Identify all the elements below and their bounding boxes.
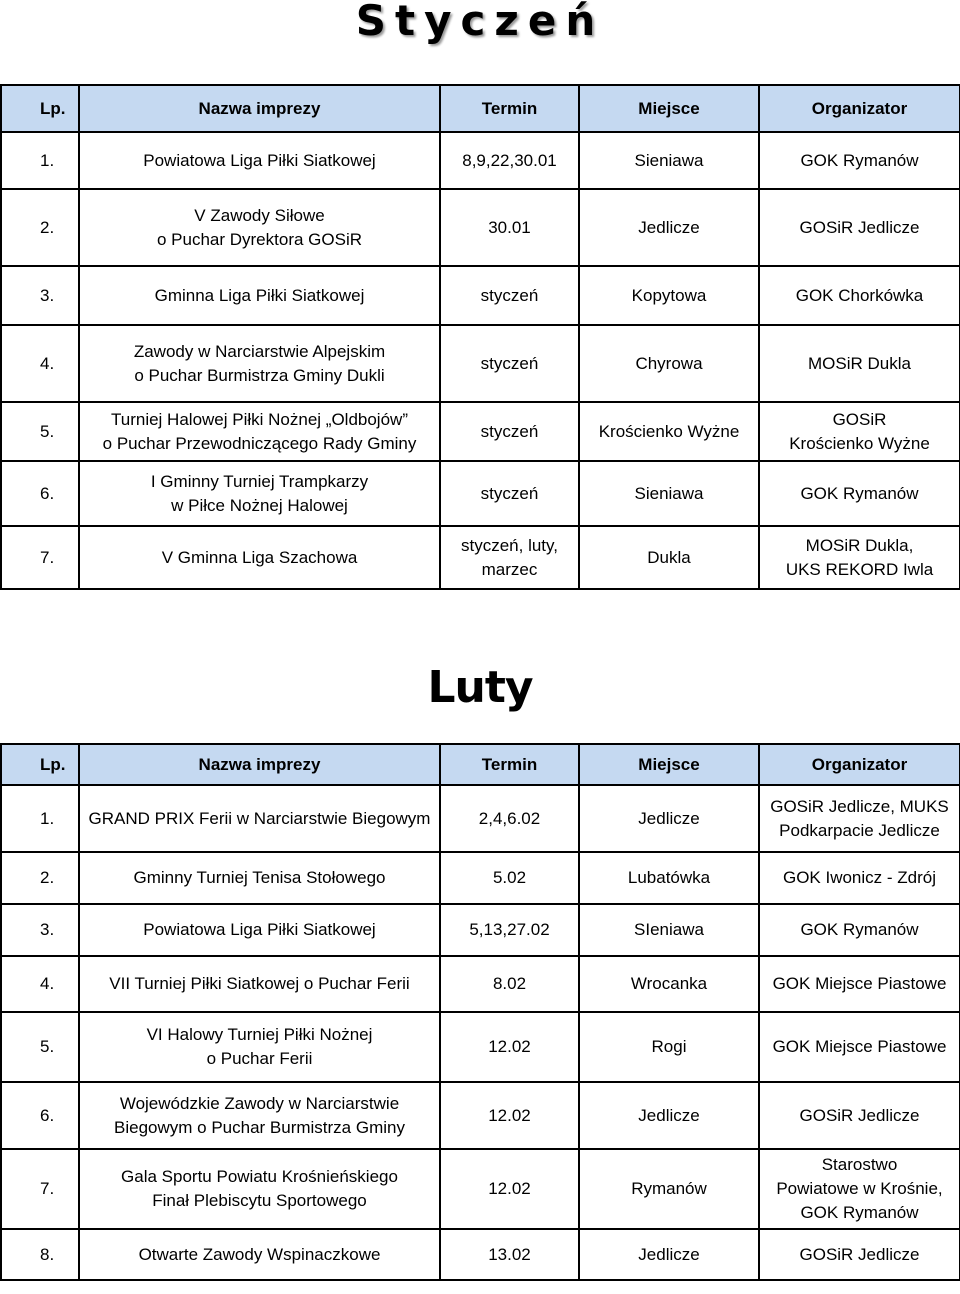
table-row bbox=[1, 461, 960, 526]
cell-miejsce: Rogi bbox=[579, 1012, 759, 1082]
table-row bbox=[1, 956, 960, 1012]
cell-name: V Gminna Liga Szachowa bbox=[79, 526, 440, 589]
column-header-termin: Termin bbox=[440, 85, 579, 132]
table-row bbox=[1, 904, 960, 956]
table-row bbox=[1, 1012, 960, 1082]
cell-termin: 8.02 bbox=[440, 956, 579, 1012]
cell-miejsce: Sieniawa bbox=[579, 132, 759, 189]
cell-miejsce: Kopytowa bbox=[579, 266, 759, 325]
table-row bbox=[1, 1082, 960, 1149]
cell-miejsce: Krościenko Wyżne bbox=[579, 402, 759, 461]
cell-termin: styczeń bbox=[440, 325, 579, 402]
cell-organizator: GOSiR Jedlicze bbox=[759, 1229, 960, 1280]
cell-name: Gminna Liga Piłki Siatkowej bbox=[79, 266, 440, 325]
cell-organizator: GOK Iwonicz - Zdrój bbox=[759, 852, 960, 904]
cell-name: Powiatowa Liga Piłki Siatkowej bbox=[79, 904, 440, 956]
cell-lp: 6. bbox=[1, 1082, 79, 1149]
cell-name: VII Turniej Piłki Siatkowej o Puchar Ferii bbox=[79, 956, 440, 1012]
table-row bbox=[1, 852, 960, 904]
cell-name: Wojewódzkie Zawody w Narciarstwie Biegowym o Puchar Burmistrza Gminy bbox=[79, 1082, 440, 1149]
column-header-termin: Termin bbox=[440, 744, 579, 785]
events-table-body bbox=[1, 744, 960, 1280]
cell-organizator: GOSiR Krościenko Wyżne bbox=[759, 402, 960, 461]
cell-organizator: GOK Miejsce Piastowe bbox=[759, 956, 960, 1012]
cell-name: V Zawody Siłowe o Puchar Dyrektora GOSiR bbox=[79, 189, 440, 266]
cell-lp: 3. bbox=[1, 266, 79, 325]
table-row bbox=[1, 785, 960, 852]
events-table-styczen bbox=[0, 84, 960, 590]
column-header-lp: Lp. bbox=[1, 85, 79, 132]
cell-miejsce: SIeniawa bbox=[579, 904, 759, 956]
cell-lp: 1. bbox=[1, 785, 79, 852]
cell-organizator: GOK Rymanów bbox=[759, 904, 960, 956]
cell-name: VI Halowy Turniej Piłki Nożnej o Puchar Ferii bbox=[79, 1012, 440, 1082]
column-header-organizator: Organizator bbox=[759, 85, 960, 132]
cell-name: I Gminny Turniej Trampkarzy w Piłce Nożnej Halowej bbox=[79, 461, 440, 526]
cell-miejsce: Jedlicze bbox=[579, 1082, 759, 1149]
cell-organizator: GOK Rymanów bbox=[759, 461, 960, 526]
column-header-name: Nazwa imprezy bbox=[79, 744, 440, 785]
cell-name: Zawody w Narciarstwie Alpejskim o Puchar Burmistrza Gminy Dukli bbox=[79, 325, 440, 402]
cell-lp: 3. bbox=[1, 904, 79, 956]
table-row bbox=[1, 1149, 960, 1229]
cell-miejsce: Jedlicze bbox=[579, 1229, 759, 1280]
cell-name: Gala Sportu Powiatu Krośnieńskiego Finał Plebiscytu Sportowego bbox=[79, 1149, 440, 1229]
column-header-miejsce: Miejsce bbox=[579, 85, 759, 132]
cell-lp: 6. bbox=[1, 461, 79, 526]
cell-organizator: GOSiR Jedlicze, MUKS Podkarpacie Jedlicze bbox=[759, 785, 960, 852]
cell-miejsce: Sieniawa bbox=[579, 461, 759, 526]
cell-miejsce: Rymanów bbox=[579, 1149, 759, 1229]
cell-organizator: GOSiR Jedlicze bbox=[759, 189, 960, 266]
column-header-lp: Lp. bbox=[1, 744, 79, 785]
events-table-luty bbox=[0, 743, 960, 1281]
month-title-styczen: Styczeń bbox=[355, 0, 605, 45]
cell-termin: styczeń bbox=[440, 402, 579, 461]
cell-lp: 2. bbox=[1, 852, 79, 904]
cell-termin: 13.02 bbox=[440, 1229, 579, 1280]
cell-termin: 12.02 bbox=[440, 1149, 579, 1229]
cell-lp: 2. bbox=[1, 189, 79, 266]
table-row bbox=[1, 266, 960, 325]
events-table-body bbox=[1, 85, 960, 589]
cell-termin: 5.02 bbox=[440, 852, 579, 904]
cell-organizator: GOK Rymanów bbox=[759, 132, 960, 189]
cell-termin: 5,13,27.02 bbox=[440, 904, 579, 956]
cell-miejsce: Dukla bbox=[579, 526, 759, 589]
cell-termin: 12.02 bbox=[440, 1082, 579, 1149]
column-header-name: Nazwa imprezy bbox=[79, 85, 440, 132]
cell-miejsce: Jedlicze bbox=[579, 189, 759, 266]
cell-miejsce: Wrocanka bbox=[579, 956, 759, 1012]
table-row bbox=[1, 189, 960, 266]
table-row bbox=[1, 325, 960, 402]
cell-lp: 1. bbox=[1, 132, 79, 189]
cell-termin: styczeń bbox=[440, 266, 579, 325]
cell-lp: 7. bbox=[1, 526, 79, 589]
cell-miejsce: Jedlicze bbox=[579, 785, 759, 852]
cell-name: Turniej Halowej Piłki Nożnej „Oldbojów” o Puchar Przewodniczącego Rady Gminy bbox=[79, 402, 440, 461]
cell-termin: styczeń, luty, marzec bbox=[440, 526, 579, 589]
table-row bbox=[1, 402, 960, 461]
cell-organizator: Starostwo Powiatowe w Krośnie, GOK Rymanów bbox=[759, 1149, 960, 1229]
table-row bbox=[1, 526, 960, 589]
cell-lp: 4. bbox=[1, 325, 79, 402]
cell-name: Otwarte Zawody Wspinaczkowe bbox=[79, 1229, 440, 1280]
cell-organizator: GOK Miejsce Piastowe bbox=[759, 1012, 960, 1082]
column-header-miejsce: Miejsce bbox=[579, 744, 759, 785]
month-title-luty: Luty bbox=[427, 662, 533, 713]
table-row bbox=[1, 132, 960, 189]
cell-organizator: MOSiR Dukla bbox=[759, 325, 960, 402]
cell-name: Gminny Turniej Tenisa Stołowego bbox=[79, 852, 440, 904]
cell-name: Powiatowa Liga Piłki Siatkowej bbox=[79, 132, 440, 189]
header-row bbox=[1, 85, 960, 132]
cell-organizator: GOSiR Jedlicze bbox=[759, 1082, 960, 1149]
cell-lp: 5. bbox=[1, 1012, 79, 1082]
cell-termin: 8,9,22,30.01 bbox=[440, 132, 579, 189]
cell-lp: 8. bbox=[1, 1229, 79, 1280]
cell-termin: 2,4,6.02 bbox=[440, 785, 579, 852]
cell-miejsce: Lubatówka bbox=[579, 852, 759, 904]
header-row bbox=[1, 744, 960, 785]
cell-lp: 4. bbox=[1, 956, 79, 1012]
cell-miejsce: Chyrowa bbox=[579, 325, 759, 402]
cell-lp: 5. bbox=[1, 402, 79, 461]
cell-termin: 12.02 bbox=[440, 1012, 579, 1082]
column-header-organizator: Organizator bbox=[759, 744, 960, 785]
table-row bbox=[1, 1229, 960, 1280]
cell-termin: styczeń bbox=[440, 461, 579, 526]
cell-lp: 7. bbox=[1, 1149, 79, 1229]
cell-termin: 30.01 bbox=[440, 189, 579, 266]
cell-name: GRAND PRIX Ferii w Narciarstwie Biegowym bbox=[79, 785, 440, 852]
cell-organizator: GOK Chorkówka bbox=[759, 266, 960, 325]
cell-organizator: MOSiR Dukla, UKS REKORD Iwla bbox=[759, 526, 960, 589]
